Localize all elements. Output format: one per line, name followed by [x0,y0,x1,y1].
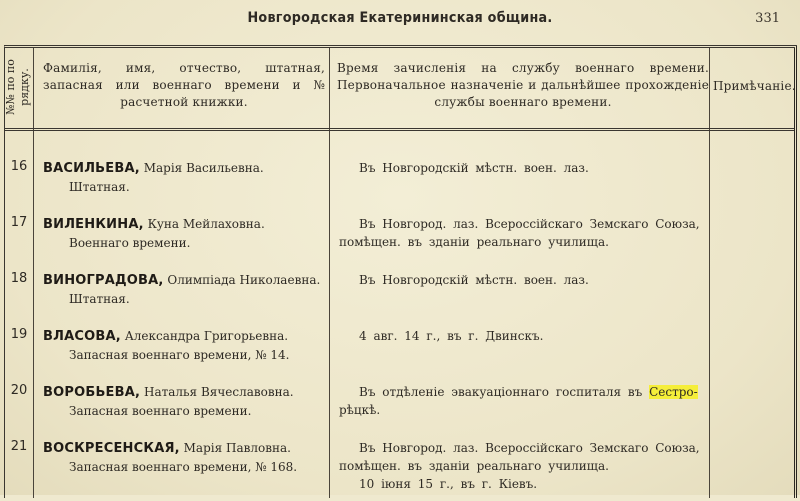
service-text: Въ отдѣленіе эвакуаціоннаго госпиталя въ [359,385,650,399]
given-names: Александра Григорьевна. [124,329,289,343]
service-line: рѣцкѣ. [339,403,381,417]
service-line: помѣщен. въ зданіи реальнаго училища. [339,235,609,249]
header-service: Время зачисленія на службу военнаго времени. Первоначальное назначеніе и дальнѣйшее прохожденіе службы военнаго времени. [337,61,709,109]
service-line [339,383,707,401]
service-entry [339,215,707,251]
given-names: Олимпіада Николаевна. [167,273,321,287]
status: Штатная. [69,292,130,306]
row-number: 19 [10,327,28,342]
status: Запасная военнаго времени, № 14. [69,348,290,362]
table-body [5,131,794,501]
surname: ВОСКРЕСЕНСКАЯ, [43,441,180,456]
surname: ВИЛЕНКИНА, [43,217,144,232]
header-number-label: №№ по по рядку. [4,59,31,115]
person-entry [43,327,333,364]
service-line: помѣщен. въ зданіи реальнаго училища. [339,459,609,473]
status: Запасная военнаго времени, № 168. [69,460,298,474]
surname: ВОРОБЬЕВА, [43,385,141,400]
surname: ВИНОГРАДОВА, [43,273,164,288]
status: Штатная. [69,180,130,194]
header-name: Фамилія, имя, отчество, штатная, запасная или военнаго времени и № расчетной книжки. [43,61,325,109]
person-entry [43,439,333,476]
header-number [5,48,33,128]
register-table [4,45,797,498]
service-line: Въ Новгород. лаз. Всероссійскаго Земскаго Союза, [359,217,700,231]
person-entry [43,159,333,196]
given-names: Марія Павловна. [183,441,291,455]
given-names: Марія Васильевна. [143,161,264,175]
surname: ВЛАСОВА, [43,329,121,344]
given-names: Куна Мейлаховна. [147,217,265,231]
person-entry [43,383,333,420]
table-header [5,48,794,131]
service-line: Въ Новгородскій мѣстн. воен. лаз. [359,273,589,287]
service-line: Въ Новгород. лаз. Всероссійскаго Земскаго Союза, [359,441,700,455]
highlighted-text: Сестро- [649,385,698,399]
service-line: Въ Новгородскій мѣстн. воен. лаз. [359,161,589,175]
service-entry [339,383,707,419]
service-entry [339,327,707,345]
service-line: 4 авг. 14 г., въ г. Двинскъ. [359,329,544,343]
header-note: Примѣчаніе. [713,79,796,93]
running-head [0,8,800,30]
status: Запасная военнаго времени. [69,404,252,418]
page-number: 331 [755,11,780,26]
service-entry [339,159,707,177]
row-number: 18 [10,271,28,286]
page-title: Новгородская Екатерининская община. [247,10,553,26]
row-number: 20 [10,383,28,398]
service-entry [339,271,707,289]
row-number: 21 [10,439,28,454]
service-line: 10 іюня 15 г., въ г. Кіевъ. [359,477,538,491]
person-entry [43,215,333,252]
given-names: Наталья Вячеславовна. [143,385,294,399]
surname: ВАСИЛЬЕВА, [43,161,140,176]
row-number: 16 [10,159,28,174]
status: Военнаго времени. [69,236,191,250]
person-entry [43,271,333,308]
row-number: 17 [10,215,28,230]
service-entry [339,439,707,493]
